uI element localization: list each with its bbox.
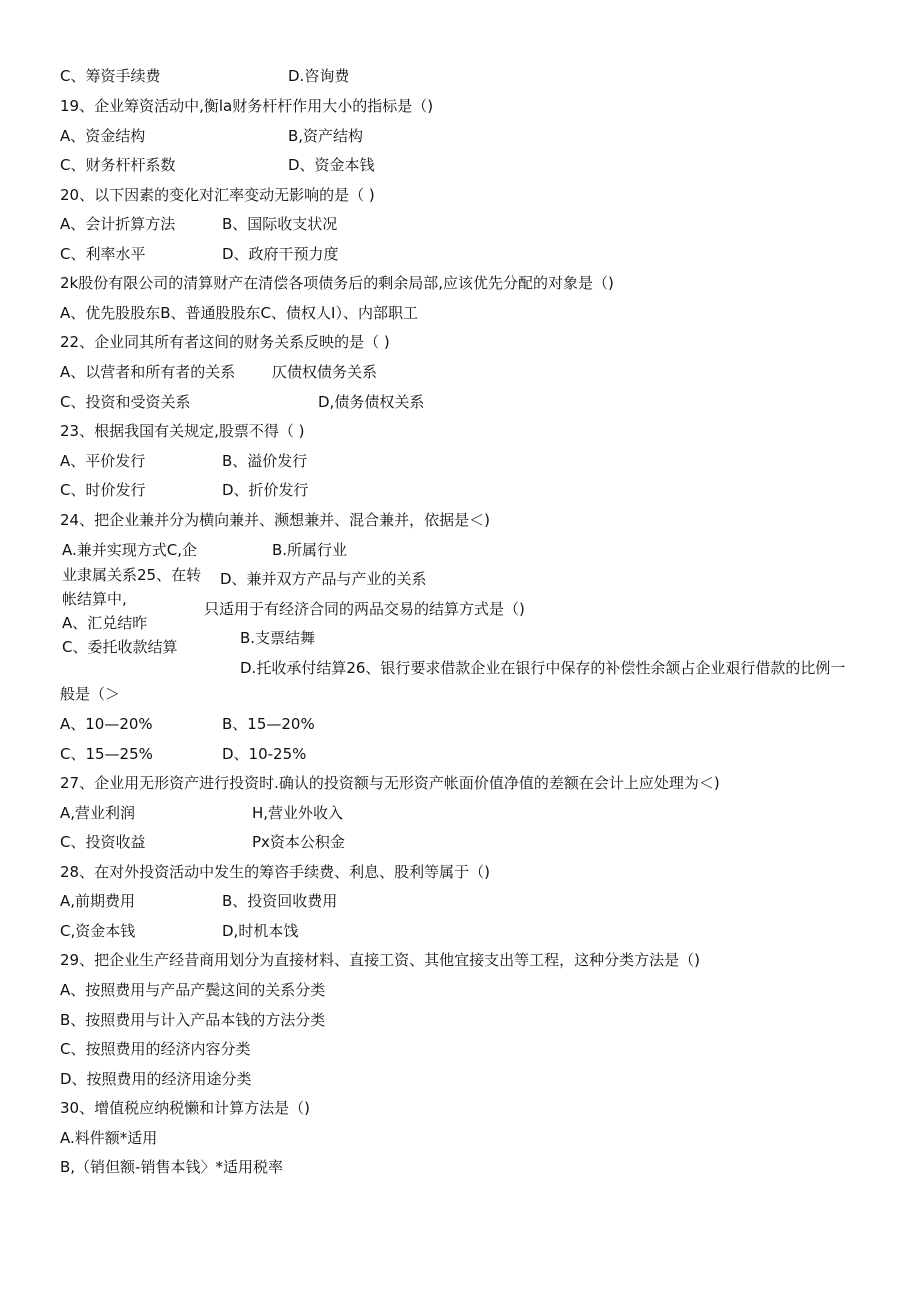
question-25-part2: 只适用于有经济合同的两品交易的结算方式是（) (204, 600, 525, 618)
q19-option-c: C、财务杆杆系数 (60, 156, 176, 174)
question-24: 24、把企业兼并分为横向兼并、濒想兼并、混合兼并，依据是＜) (60, 511, 490, 529)
question-22: 22、企业同其所有者这间的财务关系反映的是（ ) (60, 333, 390, 351)
q19-option-d: D、资金本钱 (288, 156, 375, 174)
q30-option-b: B,（销但额-销售本钱〉*适用税率 (60, 1158, 283, 1176)
q23-option-b: B、溢价发行 (222, 452, 308, 470)
q18-option-d: D.咨询费 (288, 67, 350, 85)
question-27: 27、企业用无形资产进行投资时.确认的投资额与无形资产帐面价值净值的差额在会计上应处理为＜) (60, 774, 720, 792)
q21-options: A、优先股股东B、普通股股东C、债权人I）、内部职工 (60, 304, 418, 322)
q27-option-c: C、投资收益 (60, 833, 146, 851)
q23-option-a: A、平价发行 (60, 452, 146, 470)
q26-option-b: B、15—20% (222, 715, 315, 733)
q26-option-a: A、10—20% (60, 715, 153, 733)
question-29: 29、把企业生产经昔商用划分为直接材料、直接工资、其他宜接支出等工程，这种分类方法是（) (60, 951, 700, 969)
q24-option-c-cont: 业隶属关系25、在转 (62, 566, 202, 584)
question-19: 19、企业筹资活动中,衡la财务杆杆作用大小的指标是（) (60, 97, 434, 115)
question-28: 28、在对外投资活动中发生的筹咨手续费、利息、股利等属于（) (60, 863, 490, 881)
q28-option-d: D,时机本饯 (222, 922, 299, 940)
question-26-cont: 般是（＞ (60, 685, 121, 703)
q28-option-b: B、投资回收费用 (222, 892, 338, 910)
q20-option-b: B、国际收支状况 (222, 215, 338, 233)
q22-option-b: 仄债权债务关系 (272, 363, 378, 381)
q22-option-d: D,债务债权关系 (318, 393, 425, 411)
q29-option-a: A、按照费用与产品产鬓这间的关系分类 (60, 981, 326, 999)
q29-option-d: D、按照费用的经济用途分类 (60, 1070, 252, 1088)
q20-option-a: A、会计折算方法 (60, 215, 176, 233)
q24-option-d: D、兼并双方产品与产业的关系 (220, 570, 427, 588)
q28-option-c: C,资金本钱 (60, 922, 136, 940)
q20-option-c: C、利率水平 (60, 245, 146, 263)
q22-option-c: C、投资和受资关系 (60, 393, 191, 411)
q25-option-c: C、委托收款结算 (62, 638, 178, 656)
q28-option-a: A,前期费用 (60, 892, 136, 910)
q26-option-c: C、15—25% (60, 745, 153, 763)
q23-option-c: C、时价发行 (60, 481, 146, 499)
question-20: 20、以下因素的变化对汇率变动无影响的是（ ) (60, 186, 375, 204)
q25-option-d-question-26: D.托收承付结算26、银行要求借款企业在银行中保存的补偿性余颔占企业艰行借款的比例一 (240, 659, 846, 677)
question-30: 30、增值税应纳税懒和计算方法是（) (60, 1099, 310, 1117)
question-23: 23、根据我国有关规定,股票不得（ ) (60, 422, 305, 440)
q26-option-d: D、10-25% (222, 745, 307, 763)
q24-option-b: B.所属行业 (272, 541, 348, 559)
q19-option-a: A、资金结构 (60, 127, 146, 145)
q23-option-d: D、折价发行 (222, 481, 309, 499)
q25-option-a: A、汇兑结昨 (62, 614, 148, 632)
q24-option-a: A.兼并实现方式C,企 (62, 541, 198, 559)
q19-option-b: B,资产结构 (288, 127, 364, 145)
q20-option-d: D、政府干预力度 (222, 245, 339, 263)
q25-option-b: B.支票结舞 (240, 629, 316, 647)
q29-option-c: C、按照费用的经济内容分类 (60, 1040, 251, 1058)
q30-option-a: A.料件额*适用 (60, 1129, 158, 1147)
question-21: 2k股份有限公司的清算财产在清偿各项债务后的剩余局部,应该优先分配的对象是（) (60, 274, 614, 292)
q22-option-a: A、以营者和所有者的关系 (60, 363, 236, 381)
q29-option-b: B、按照费用与计入产品本钱的方法分类 (60, 1011, 326, 1029)
q27-option-b: H,营业外收入 (252, 804, 344, 822)
q27-option-a: A,营业利润 (60, 804, 136, 822)
q27-option-d: Px资本公积金 (252, 833, 345, 851)
question-25-part1: 帐结算中, (62, 590, 127, 608)
q18-option-c: C、筹资手续费 (60, 67, 161, 85)
